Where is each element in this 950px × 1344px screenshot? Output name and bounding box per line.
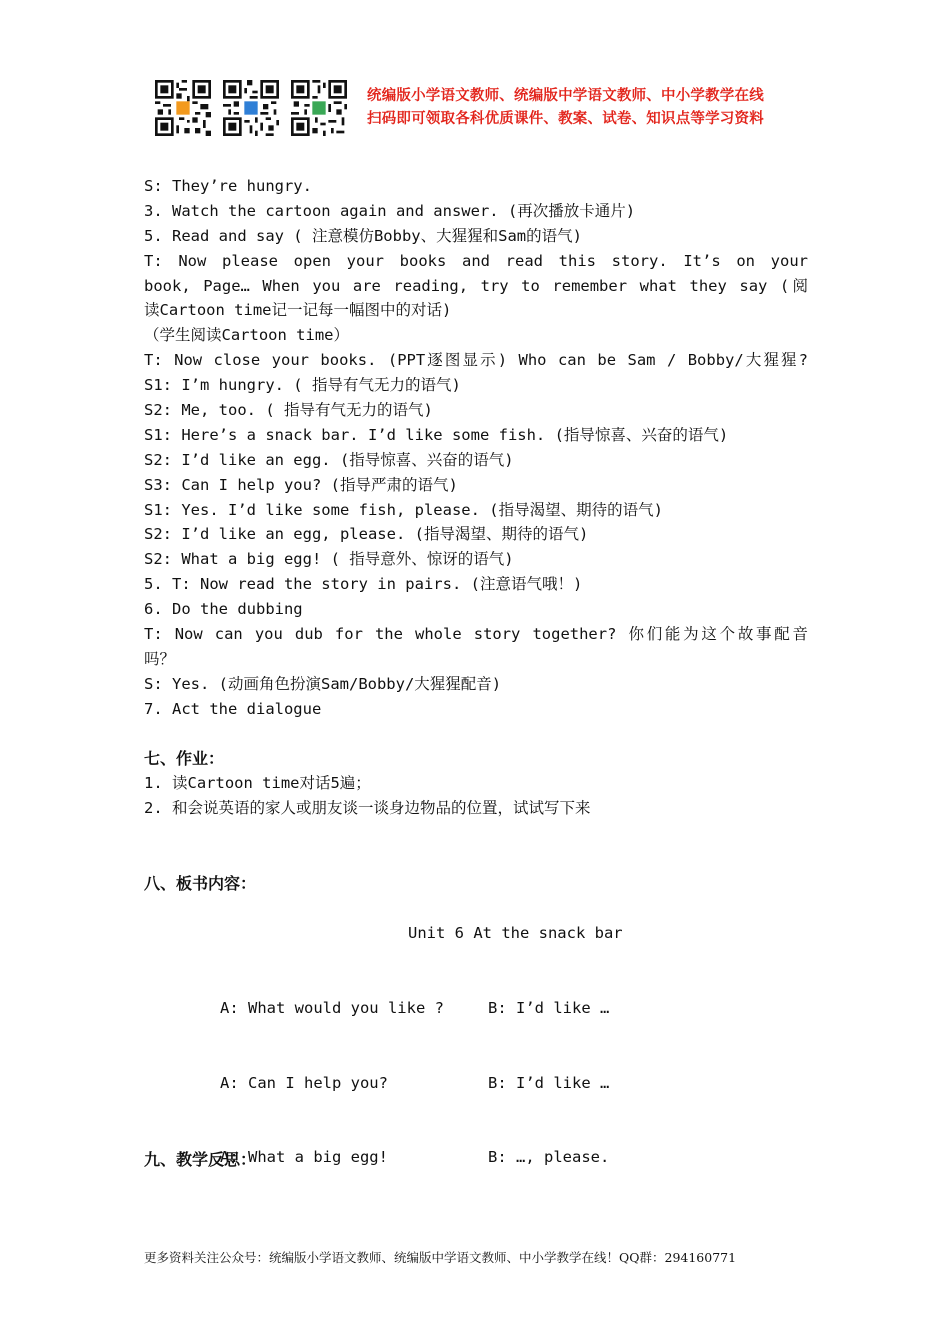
text-line: T: Now can you dub for the whole story together? 你们能为这个故事配音 (144, 625, 808, 644)
reflection-heading: 九、教学反思： (144, 1150, 257, 1169)
text-line: 吗？ (144, 649, 176, 668)
text-line: S3: Can I help you? (指导严肃的语气) (144, 475, 458, 494)
text-line: S2: I’d like an egg. (指导惊喜、兴奋的语气) (144, 450, 514, 469)
text-line: S2: I’d like an egg, please. (指导渴望、期待的语气) (144, 525, 589, 544)
board-line: A: What would you like ? (220, 998, 444, 1017)
qr-code-icon (155, 80, 211, 136)
text-line: T: Now close your books. (PPT逐图显示) Who can be Sam / Bobby/大猩猩? (144, 351, 808, 370)
qr-code-icon (223, 80, 279, 136)
board-line: A: Can I help you? (220, 1073, 388, 1092)
board-line: B: I’d like … (488, 998, 610, 1017)
text-line: S: They’re hungry. (144, 177, 312, 195)
text-line: S: Yes. (动画角色扮演Sam/Bobby/大猩猩配音) (144, 674, 502, 693)
homework-list (144, 771, 808, 821)
text-line: 7. Act the dialogue (144, 699, 322, 718)
text-line: S2: What a big egg! ( 指导意外、惊讶的语气) (144, 550, 514, 569)
slogan-line: 统编版小学语文教师、统编版中学语文教师、中小学教学在线 (367, 88, 764, 104)
text-line: 6. Do the dubbing (144, 600, 303, 619)
text-line: 读Cartoon time记一记每一幅图中的对话) (144, 301, 452, 320)
text-line: S1: I’m hungry. ( 指导有气无力的语气) (144, 376, 461, 395)
page-header (155, 78, 764, 138)
qr-code-icon (155, 80, 211, 136)
text-line: S2: Me, too. ( 指导有气无力的语气) (144, 401, 433, 420)
homework-item: 2. 和会说英语的家人或朋友谈一谈身边物品的位置，试试写下来 (144, 798, 591, 817)
qr-code-icon (223, 80, 279, 136)
text-line: 5. T: Now read the story in pairs. (注意语气哦！) (144, 575, 583, 594)
page-footer: 更多资料关注公众号：统编版小学语文教师、统编版中学语文教师、中小学教学在线！QQ群：294160771 (144, 1250, 737, 1265)
board-title: Unit 6 At the snack bar (408, 924, 623, 942)
homework-item: 1. 读Cartoon time对话5遍； (144, 774, 371, 792)
text-line: S1: Yes. I’d like some fish, please. (指导渴望、期待的语气) (144, 500, 663, 519)
board-line: B: …, please. (488, 1148, 610, 1167)
text-line: 3. Watch the cartoon again and answer. (再次播放卡通片) (144, 201, 636, 220)
board-heading: 八、板书内容： (144, 874, 257, 893)
board-line: A: What a big egg! (220, 1148, 388, 1167)
board-right-column (488, 946, 609, 1195)
slogan-line: 扫码即可领取各科优质课件、教案、试卷、知识点等学习资料 (367, 111, 764, 127)
text-line: S1: Here’s a snack bar. I’d like some fish. (指导惊喜、兴奋的语气) (144, 425, 729, 444)
lesson-steps (144, 174, 808, 722)
qr-code-icon (291, 80, 347, 136)
text-line: （学生阅读Cartoon time） (144, 326, 349, 345)
text-line: 5. Read and say ( 注意模仿Bobby、大猩猩和Sam的语气) (144, 226, 582, 245)
text-line: T: Now please open your books and read this story. It’s on your (144, 251, 808, 270)
text-line: book, Page… When you are reading, try to remember what they say (阅 (144, 276, 808, 295)
qr-code-icon (291, 80, 347, 136)
header-slogan (367, 85, 764, 131)
board-line: B: I’d like … (488, 1073, 610, 1092)
homework-heading: 七、作业： (144, 749, 225, 768)
